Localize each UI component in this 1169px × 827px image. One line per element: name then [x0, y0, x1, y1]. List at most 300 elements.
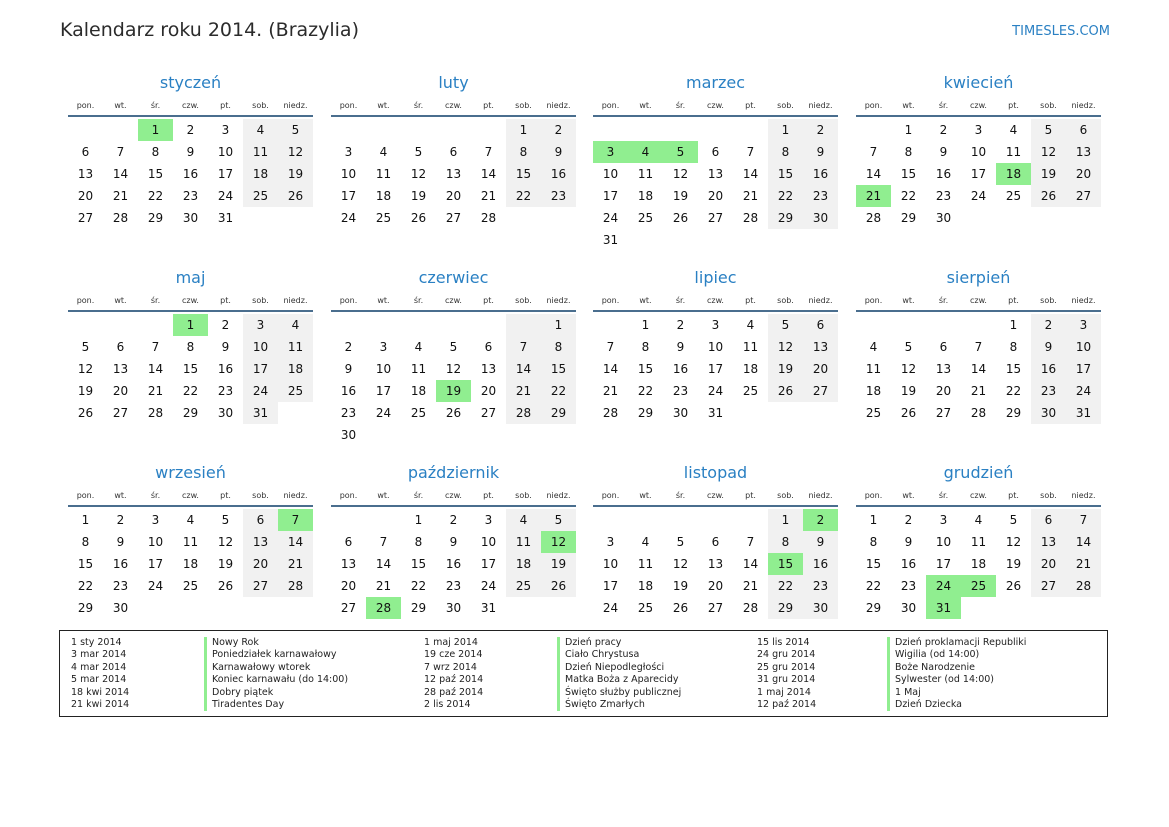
day-grid [331, 119, 576, 229]
day-cell: 17 [147, 557, 164, 571]
weekday-label: pon. [601, 100, 620, 110]
weekday-label: niedz. [1071, 100, 1096, 110]
day-grid [856, 509, 1101, 619]
day-cell: 3 [1066, 314, 1101, 336]
weekday-label: niedz. [1071, 295, 1096, 305]
empty-cell [803, 229, 838, 251]
day-cell: 6 [939, 340, 948, 354]
weekday-label: niedz. [808, 295, 833, 305]
day-cell: 28 [865, 211, 882, 225]
day-cell: 7 [379, 535, 388, 549]
weekday-label: sob. [515, 100, 532, 110]
holiday-name: Tiradentes Day [204, 699, 348, 711]
day-cell: 12 [77, 362, 94, 376]
day-cell: 9 [186, 145, 195, 159]
weekday-label: wt. [377, 490, 390, 500]
day-cell: 6 [484, 340, 493, 354]
day-cell: 5 [768, 314, 803, 336]
day-cell: 17 [970, 167, 987, 181]
day-cell: 7 [606, 340, 615, 354]
day-cell: 20 [935, 384, 952, 398]
day-cell: 16 [340, 384, 357, 398]
weekday-label: śr. [150, 490, 161, 500]
empty-cell [366, 314, 401, 336]
day-cell: 1 [869, 513, 878, 527]
weekday-header [856, 291, 1101, 309]
weekday-label: sob. [515, 295, 532, 305]
day-cell: 27 [803, 380, 838, 402]
empty-cell [208, 597, 243, 619]
day-cell: 29 [1005, 406, 1022, 420]
day-cell: 16 [803, 163, 838, 185]
day-cell: 30 [217, 406, 234, 420]
empty-cell [331, 119, 366, 141]
day-cell: 29 [541, 402, 576, 424]
empty-cell [628, 229, 663, 251]
day-cell: 24 [1066, 380, 1101, 402]
day-cell: 13 [935, 362, 952, 376]
empty-cell [996, 597, 1031, 619]
day-cell: 25 [961, 575, 996, 597]
day-cell: 7 [869, 145, 878, 159]
holiday-name: Nowy Rok [204, 637, 348, 649]
day-cell: 11 [375, 167, 392, 181]
weekday-label: czw. [182, 100, 199, 110]
day-cell: 11 [278, 336, 313, 358]
weekday-label: pon. [76, 295, 95, 305]
holiday-name: Dzień Niepodległości [557, 662, 681, 674]
day-cell: 26 [541, 575, 576, 597]
empty-cell [733, 509, 768, 531]
empty-cell [698, 509, 733, 531]
weekday-label: pt. [1008, 295, 1019, 305]
month-3 [593, 72, 838, 251]
day-cell: 10 [1066, 336, 1101, 358]
weekday-label: wt. [639, 295, 652, 305]
day-cell: 16 [112, 557, 129, 571]
holiday-name: Sylwester (od 14:00) [887, 674, 1026, 686]
day-cell: 21 [278, 553, 313, 575]
empty-cell [138, 314, 173, 336]
day-cell: 2 [676, 318, 685, 332]
day-cell: 24 [602, 601, 619, 615]
weekday-label: pon. [864, 490, 883, 500]
day-cell: 12 [672, 557, 689, 571]
day-cell: 5 [676, 535, 685, 549]
empty-cell [506, 314, 541, 336]
weekday-label: pt. [220, 100, 231, 110]
day-cell: 18 [375, 189, 392, 203]
weekday-label: śr. [675, 295, 686, 305]
day-cell: 22 [77, 579, 94, 593]
month-name: czerwiec [418, 268, 489, 287]
day-cell: 5 [414, 145, 423, 159]
day-cell: 31 [707, 406, 724, 420]
empty-cell [961, 597, 996, 619]
day-cell: 22 [147, 189, 164, 203]
weekday-label: niedz. [283, 490, 308, 500]
empty-cell [401, 424, 436, 446]
day-cell: 26 [672, 601, 689, 615]
day-cell: 10 [340, 167, 357, 181]
day-cell: 26 [410, 211, 427, 225]
weekday-label: sob. [777, 295, 794, 305]
day-cell: 15 [182, 362, 199, 376]
day-cell: 5 [221, 513, 230, 527]
day-cell: 22 [900, 189, 917, 203]
day-cell: 17 [935, 557, 952, 571]
day-cell: 16 [541, 163, 576, 185]
month-name: sierpień [946, 268, 1011, 287]
month-8 [856, 267, 1101, 424]
day-cell: 12 [900, 362, 917, 376]
weekday-label: czw. [707, 490, 724, 500]
day-cell: 6 [803, 314, 838, 336]
site-link[interactable]: TIMESLES.COM [1012, 24, 1110, 39]
day-cell: 11 [182, 535, 199, 549]
holiday-date: 24 gru 2014 [757, 649, 816, 661]
day-cell: 24 [970, 189, 987, 203]
day-cell: 24 [340, 211, 357, 225]
day-cell: 15 [768, 163, 803, 185]
day-cell: 25 [865, 406, 882, 420]
day-cell: 9 [541, 141, 576, 163]
holiday-date: 18 kwi 2014 [71, 686, 130, 698]
day-cell: 16 [182, 167, 199, 181]
day-cell: 19 [900, 384, 917, 398]
day-cell: 9 [1031, 336, 1066, 358]
day-cell: 8 [768, 531, 803, 553]
empty-cell [506, 424, 541, 446]
empty-cell [436, 424, 471, 446]
day-cell: 11 [637, 557, 654, 571]
day-cell: 21 [506, 380, 541, 402]
day-cell: 1 [506, 119, 541, 141]
holiday-date: 21 kwi 2014 [71, 698, 130, 710]
weekday-label: pon. [339, 295, 358, 305]
day-cell: 15 [1005, 362, 1022, 376]
weekday-label: śr. [675, 100, 686, 110]
day-cell: 19 [672, 579, 689, 593]
day-cell: 21 [1066, 553, 1101, 575]
day-cell: 23 [900, 579, 917, 593]
holiday-name: Święto służby publicznej [557, 687, 681, 699]
day-grid [68, 314, 313, 424]
weekday-label: śr. [413, 100, 424, 110]
weekday-label: sob. [252, 490, 269, 500]
day-cell: 17 [340, 189, 357, 203]
day-cell: 20 [1066, 163, 1101, 185]
day-cell: 27 [340, 601, 357, 615]
day-cell: 25 [637, 601, 654, 615]
day-cell: 23 [340, 406, 357, 420]
day-cell: 9 [116, 535, 125, 549]
day-cell: 18 [278, 358, 313, 380]
day-cell: 9 [904, 535, 913, 549]
month-name: grudzień [943, 463, 1014, 482]
weekday-label: pt. [745, 490, 756, 500]
day-cell: 18 [506, 553, 541, 575]
weekday-label: niedz. [283, 100, 308, 110]
day-cell: 24 [147, 579, 164, 593]
day-cell: 12 [410, 167, 427, 181]
day-cell: 21 [112, 189, 129, 203]
day-cell: 26 [1005, 579, 1022, 593]
empty-cell [278, 402, 313, 424]
weekday-label: śr. [150, 100, 161, 110]
day-cell: 5 [449, 340, 458, 354]
day-cell: 10 [480, 535, 497, 549]
day-cell: 6 [344, 535, 353, 549]
empty-cell [103, 314, 138, 336]
day-cell: 4 [506, 509, 541, 531]
day-cell: 22 [865, 579, 882, 593]
day-cell: 13 [243, 531, 278, 553]
day-cell: 23 [1031, 380, 1066, 402]
empty-cell [541, 424, 576, 446]
holiday-name: Koniec karnawału (do 14:00) [204, 674, 348, 686]
day-cell: 2 [449, 513, 458, 527]
day-cell: 18 [970, 557, 987, 571]
day-cell: 6 [116, 340, 125, 354]
empty-cell [961, 314, 996, 336]
empty-cell [278, 597, 313, 619]
day-cell: 4 [974, 513, 983, 527]
day-cell: 21 [375, 579, 392, 593]
weekday-header [331, 486, 576, 504]
header-rule [856, 310, 1101, 312]
day-cell: 28 [278, 575, 313, 597]
empty-cell [856, 119, 891, 141]
day-cell: 15 [768, 553, 803, 575]
day-cell: 7 [746, 535, 755, 549]
holiday-names-column-1 [204, 637, 348, 711]
weekday-label: śr. [150, 295, 161, 305]
day-cell: 22 [768, 185, 803, 207]
empty-cell [593, 509, 628, 531]
day-cell: 21 [147, 384, 164, 398]
day-grid [856, 314, 1101, 424]
day-cell: 19 [436, 380, 471, 402]
day-cell: 25 [637, 211, 654, 225]
day-cell: 23 [935, 189, 952, 203]
weekday-label: śr. [938, 490, 949, 500]
header-rule [856, 505, 1101, 507]
day-cell: 20 [707, 579, 724, 593]
weekday-label: czw. [182, 295, 199, 305]
day-cell: 31 [1066, 402, 1101, 424]
month-7 [593, 267, 838, 424]
holiday-name: Matka Boża z Aparecidy [557, 674, 681, 686]
day-cell: 26 [77, 406, 94, 420]
day-cell: 14 [742, 167, 759, 181]
day-cell: 3 [484, 513, 493, 527]
day-cell: 1 [641, 318, 650, 332]
day-cell: 24 [217, 189, 234, 203]
weekday-label: czw. [970, 100, 987, 110]
weekday-label: pt. [1008, 100, 1019, 110]
day-cell: 25 [1005, 189, 1022, 203]
weekday-label: sob. [777, 490, 794, 500]
month-10 [331, 462, 576, 619]
month-name: wrzesień [155, 463, 226, 482]
weekday-label: czw. [182, 490, 199, 500]
day-cell: 18 [742, 362, 759, 376]
day-cell: 22 [541, 380, 576, 402]
day-cell: 2 [116, 513, 125, 527]
day-cell: 2 [939, 123, 948, 137]
header-rule [593, 310, 838, 312]
day-cell: 13 [445, 167, 462, 181]
weekday-label: pt. [483, 295, 494, 305]
day-cell: 29 [147, 211, 164, 225]
day-cell: 20 [707, 189, 724, 203]
day-cell: 3 [974, 123, 983, 137]
day-cell: 28 [742, 211, 759, 225]
day-cell: 17 [707, 362, 724, 376]
holiday-names-column-3 [887, 637, 1026, 711]
weekday-header [331, 96, 576, 114]
weekday-label: czw. [970, 490, 987, 500]
day-cell: 14 [970, 362, 987, 376]
day-grid [331, 314, 576, 446]
day-cell: 19 [1031, 163, 1066, 185]
day-cell: 29 [637, 406, 654, 420]
holiday-name: Wigilia (od 14:00) [887, 649, 1026, 661]
day-cell: 18 [637, 579, 654, 593]
day-cell: 21 [602, 384, 619, 398]
day-cell: 3 [379, 340, 388, 354]
weekday-label: wt. [902, 490, 915, 500]
weekday-header [68, 291, 313, 309]
day-cell: 14 [375, 557, 392, 571]
header-rule [68, 505, 313, 507]
day-cell: 7 [506, 336, 541, 358]
day-cell: 11 [637, 167, 654, 181]
weekday-label: niedz. [808, 490, 833, 500]
empty-cell [961, 207, 996, 229]
empty-cell [733, 119, 768, 141]
empty-cell [331, 314, 366, 336]
weekday-label: wt. [377, 100, 390, 110]
weekday-label: niedz. [546, 100, 571, 110]
month-name: lipiec [694, 268, 737, 287]
day-cell: 25 [506, 575, 541, 597]
day-cell: 26 [445, 406, 462, 420]
day-cell: 16 [672, 362, 689, 376]
weekday-header [593, 291, 838, 309]
day-cell: 2 [186, 123, 195, 137]
day-cell: 30 [803, 207, 838, 229]
empty-cell [663, 509, 698, 531]
day-cell: 30 [1031, 402, 1066, 424]
day-cell: 18 [182, 557, 199, 571]
weekday-label: wt. [639, 490, 652, 500]
weekday-label: wt. [114, 295, 127, 305]
holiday-name: Dzień Dziecka [887, 699, 1026, 711]
day-cell: 3 [606, 535, 615, 549]
holiday-date: 1 sty 2014 [71, 637, 122, 648]
day-cell: 30 [935, 211, 952, 225]
day-cell: 3 [151, 513, 160, 527]
day-cell: 17 [480, 557, 497, 571]
weekday-header [593, 96, 838, 114]
day-cell: 7 [116, 145, 125, 159]
empty-cell [1066, 207, 1101, 229]
weekday-label: pt. [745, 100, 756, 110]
day-cell: 31 [217, 211, 234, 225]
day-cell: 13 [340, 557, 357, 571]
day-cell: 10 [970, 145, 987, 159]
day-cell: 21 [742, 579, 759, 593]
day-cell: 8 [541, 336, 576, 358]
empty-cell [68, 119, 103, 141]
day-cell: 9 [939, 145, 948, 159]
day-cell: 22 [768, 575, 803, 597]
day-cell: 21 [970, 384, 987, 398]
day-cell: 17 [217, 167, 234, 181]
empty-cell [1031, 207, 1066, 229]
day-cell: 3 [243, 314, 278, 336]
day-cell: 25 [410, 406, 427, 420]
day-cell: 29 [768, 207, 803, 229]
day-cell: 16 [1031, 358, 1066, 380]
empty-cell [506, 597, 541, 619]
day-cell: 5 [278, 119, 313, 141]
weekday-label: czw. [707, 100, 724, 110]
holiday-name: Poniedziałek karnawałowy [204, 649, 348, 661]
weekday-header [856, 486, 1101, 504]
weekday-label: niedz. [546, 295, 571, 305]
weekday-label: pon. [339, 490, 358, 500]
day-cell: 18 [410, 384, 427, 398]
day-cell: 12 [445, 362, 462, 376]
holiday-date: 28 paź 2014 [424, 686, 484, 698]
day-cell: 25 [182, 579, 199, 593]
empty-cell [628, 509, 663, 531]
weekday-label: pt. [1008, 490, 1019, 500]
day-cell: 8 [904, 145, 913, 159]
holiday-name: Dzień proklamacji Republiki [887, 637, 1026, 649]
weekday-label: sob. [252, 100, 269, 110]
holiday-date: 4 mar 2014 [71, 661, 127, 673]
month-4 [856, 72, 1101, 229]
day-cell: 14 [480, 167, 497, 181]
month-2 [331, 72, 576, 229]
day-cell: 31 [480, 601, 497, 615]
day-cell: 21 [856, 185, 891, 207]
day-cell: 20 [243, 553, 278, 575]
weekday-label: pon. [864, 295, 883, 305]
day-cell: 25 [742, 384, 759, 398]
day-cell: 4 [628, 141, 663, 163]
weekday-label: pon. [601, 295, 620, 305]
day-cell: 25 [375, 211, 392, 225]
day-cell: 4 [186, 513, 195, 527]
day-cell: 12 [541, 531, 576, 553]
empty-cell [768, 402, 803, 424]
day-cell: 11 [1005, 145, 1022, 159]
day-cell: 31 [926, 597, 961, 619]
holiday-names-column-2 [557, 637, 681, 711]
empty-cell [733, 402, 768, 424]
day-cell: 24 [375, 406, 392, 420]
weekday-label: wt. [377, 295, 390, 305]
weekday-label: niedz. [546, 490, 571, 500]
weekday-header [593, 486, 838, 504]
day-cell: 27 [707, 601, 724, 615]
weekday-label: pon. [76, 100, 95, 110]
